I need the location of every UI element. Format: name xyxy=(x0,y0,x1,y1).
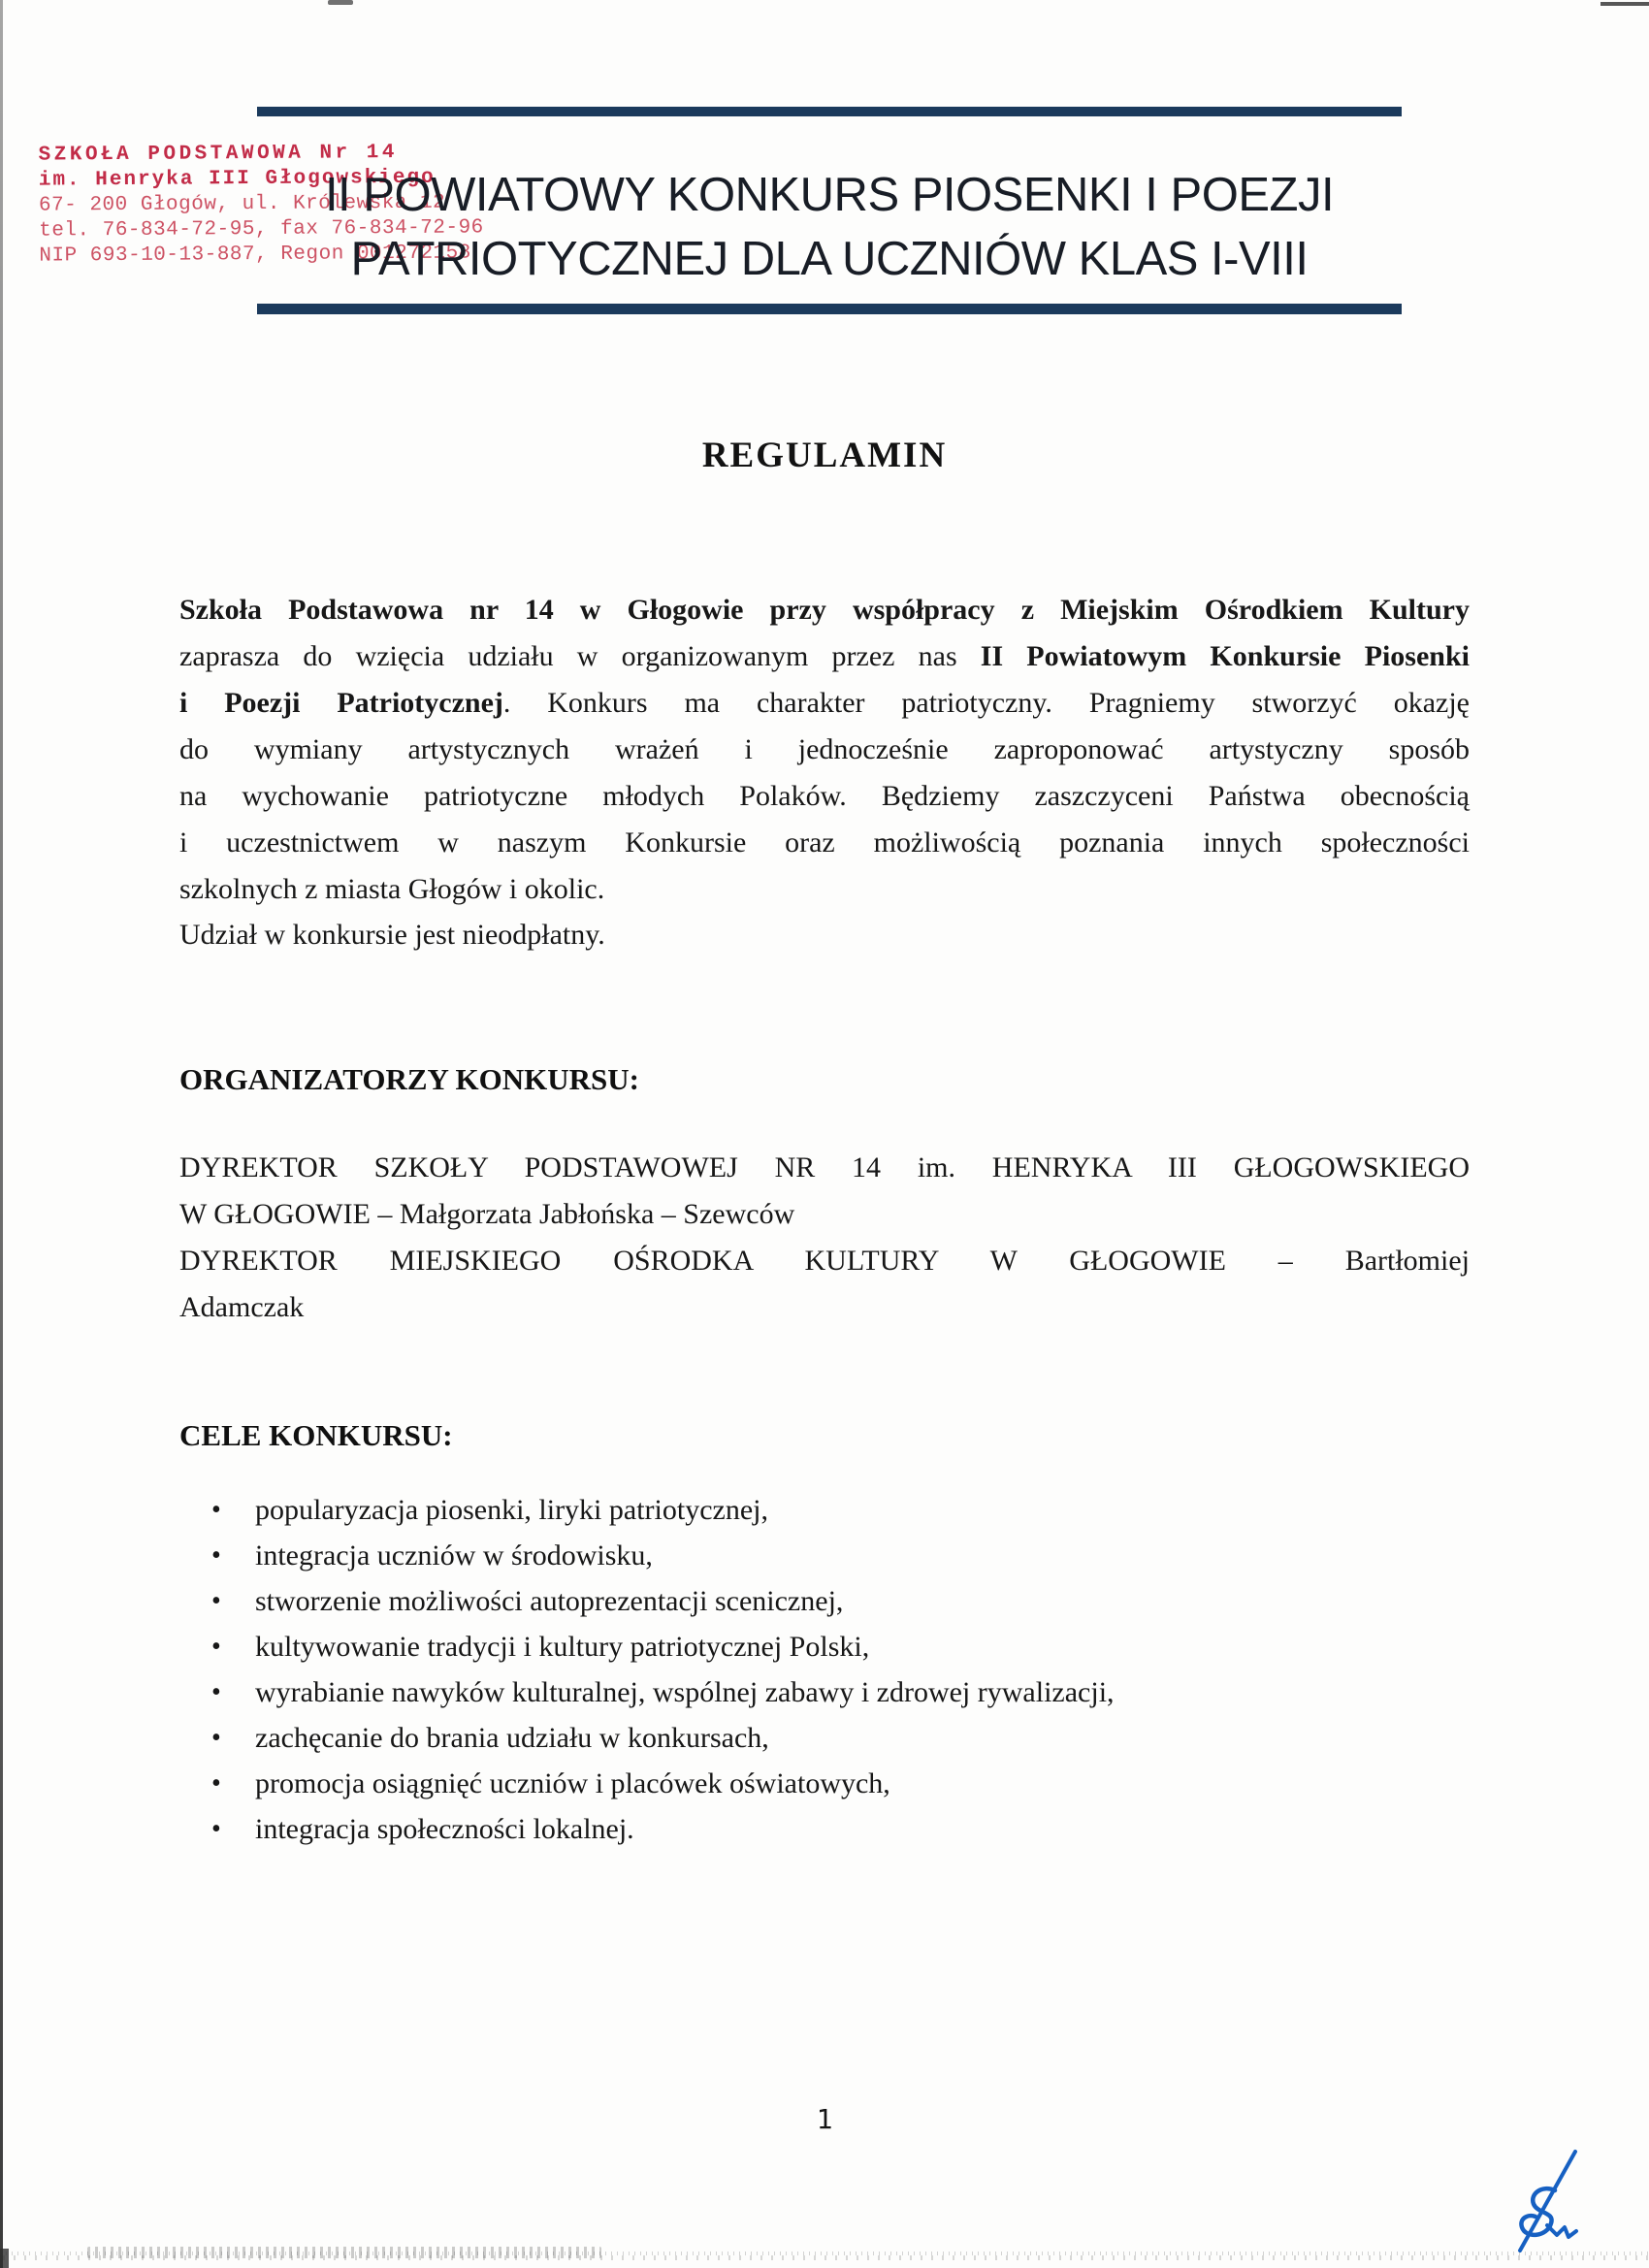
organizer-line: DYREKTOR SZKOŁY PODSTAWOWEJ NR 14 im. HENRYKA III GŁOGOWSKIEGO xyxy=(179,1151,1470,1183)
document-header xyxy=(257,107,1402,314)
stamp-phone-fax: tel. 76-834-72-95, fax 76-834-72-96 xyxy=(39,216,484,243)
scan-edge-left xyxy=(0,0,3,2268)
goal-item: • popularyzacja piosenki, liryki patriotycznej, xyxy=(179,1487,1470,1533)
intro-text: szkolnych z miasta Głogów i okolic. xyxy=(179,873,605,905)
regulamin-heading: REGULAMIN xyxy=(701,436,948,475)
intro-text: . Konkurs ma charakter patriotyczny. Pragniemy stworzyć okazję xyxy=(502,687,1470,719)
intro-line xyxy=(179,773,1470,820)
fee-note: Udział w konkursie jest nieodpłatny. xyxy=(179,919,605,951)
scan-noise-bottom-left xyxy=(87,2247,601,2258)
stamp-nip-regon: NIP 693-10-13-887, Regon 001272158 xyxy=(39,242,471,268)
intro-text: i uczestnictwem w naszym Konkursie oraz możliwością poznania innych społeczności xyxy=(179,826,1470,859)
goal-item: • stworzenie możliwości autoprezentacji scenicznej, xyxy=(179,1578,1470,1624)
goals-list xyxy=(179,1487,1470,1852)
title-line-1: II POWIATOWY KONKURS PIOSENKI I POEZJI xyxy=(324,169,1335,221)
intro-paragraph xyxy=(179,587,1470,913)
scan-mark-top-center xyxy=(328,0,353,5)
goals-heading: CELE KONKURSU: xyxy=(179,1418,453,1452)
intro-line xyxy=(179,727,1470,773)
organizers-list xyxy=(179,1145,1470,1331)
goal-item: • wyrabianie nawyków kulturalnej, wspólnej zabawy i zdrowej rywalizacji, xyxy=(179,1669,1470,1715)
goal-item: • zachęcanie do brania udziału w konkursach, xyxy=(179,1715,1470,1761)
intro-text-bold: II Powiatowym Konkursie Piosenki xyxy=(980,640,1470,672)
organizer-line: DYREKTOR MIEJSKIEGO OŚRODKA KULTURY W GŁOGOWIE – Bartłomiej xyxy=(179,1245,1470,1277)
intro-line xyxy=(179,633,1470,680)
intro-text: zaprasza do wzięcia udziału w organizowanym przez nas xyxy=(179,640,981,672)
header-rule-top xyxy=(257,107,1402,116)
page-number: 1 xyxy=(816,2103,833,2135)
stamp-address: 67- 200 Głogów, ul. Królewska 12 xyxy=(38,191,446,217)
signature-mark xyxy=(1499,2144,1596,2262)
intro-text: na wychowanie patriotyczne młodych Polaków. Będziemy zaszczyceni Państwa obecnością xyxy=(179,780,1470,812)
title-line-2: PATRIOTYCZNEJ DLA UCZNIÓW KLAS I-VIII xyxy=(350,233,1309,285)
goal-item: • integracja społeczności lokalnej. xyxy=(179,1806,1470,1852)
intro-line xyxy=(179,587,1470,633)
intro-text-bold: i Poezji Patriotycznej xyxy=(179,687,503,719)
scan-mark-top-right xyxy=(1600,2,1649,6)
goal-item: • integracja uczniów w środowisku, xyxy=(179,1533,1470,1578)
intro-line xyxy=(179,866,1470,913)
intro-line xyxy=(179,680,1470,727)
stamp-patron: im. Henryka III Głogowskiego xyxy=(38,166,436,192)
intro-text-bold: Szkoła Podstawowa nr 14 w Głogowie przy współpracy z Miejskim Ośrodkiem Kultury xyxy=(179,594,1470,626)
intro-text: do wymiany artystycznych wrażeń i jednocześnie zaproponować artystyczny sposób xyxy=(179,733,1470,765)
stamp-school-name: SZKOŁA PODSTAWOWA Nr 14 xyxy=(38,142,399,167)
intro-line xyxy=(179,820,1470,866)
organizer-line: W GŁOGOWIE – Małgorzata Jabłońska – Szewców xyxy=(179,1198,795,1230)
document-title xyxy=(257,163,1402,291)
goal-item: • kultywowanie tradycji i kultury patriotycznej Polski, xyxy=(179,1624,1470,1669)
scan-mark-bottom-left xyxy=(0,2249,9,2268)
goal-item: • promocja osiągnięć uczniów i placówek oświatowych, xyxy=(179,1761,1470,1806)
organizers-heading: ORGANIZATORZY KONKURSU: xyxy=(179,1062,639,1096)
organizer-line: Adamczak xyxy=(179,1291,305,1323)
header-rule-bottom xyxy=(257,304,1402,314)
